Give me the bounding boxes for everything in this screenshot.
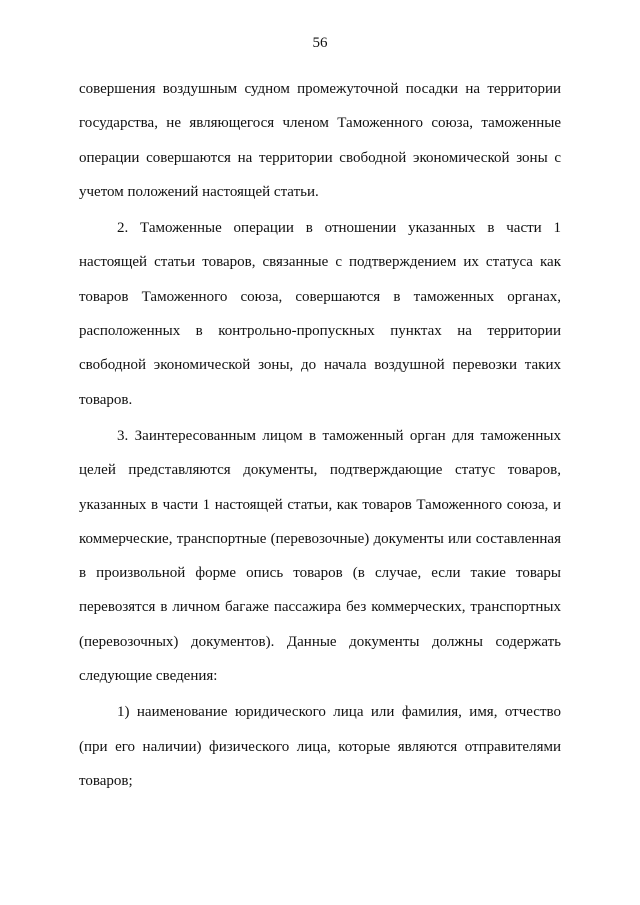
paragraph-continuation [79,72,561,209]
text-line: коммерческие, транспортные (перевозочные) документы или составленная [79,530,561,547]
text-line: товаров; [79,772,133,789]
text-line: товаров. [79,391,133,408]
page-number: 56 [312,35,328,51]
paragraph-subitem-1 [79,695,561,798]
document-body [79,72,561,800]
text-line: (при его наличии) физического лица, которые являются отправителями [79,738,561,755]
text-line: настоящей статьи товаров, связанные с подтверждением их статуса как [79,254,561,271]
text-line: учетом положений настоящей статьи. [79,183,319,200]
paragraph-item-3 [79,419,561,693]
text-line: (перевозочных) документов). Данные документы должны содержать [79,633,561,650]
text-line: 1) наименование юридического лица или фамилия, имя, отчество [117,704,561,721]
text-line: 2. Таможенные операции в отношении указанных в части 1 [117,220,561,237]
text-line: следующие сведения: [79,668,218,685]
text-line: целей представляются документы, подтверждающие статус товаров, [79,462,561,479]
text-line: расположенных в контрольно-пропускных пунктах на территории [79,323,561,340]
text-line: 3. Заинтересованным лицом в таможенный орган для таможенных [117,427,561,444]
text-line: свободной экономической зоны, до начала воздушной перевозки таких [79,357,561,374]
text-line: операции совершаются на территории свободной экономической зоны с [79,149,561,166]
paragraph-item-2 [79,211,561,417]
text-line: совершения воздушным судном промежуточной посадки на территории [79,81,561,97]
text-line: в произвольной форме опись товаров (в случае, если такие товары [79,565,561,582]
text-line: товаров Таможенного союза, совершаются в таможенных органах, [79,288,561,305]
text-line: перевозятся в личном багаже пассажира без коммерческих, транспортных [79,599,561,616]
text-line: государства, не являющегося членом Таможенного союза, таможенные [79,115,561,132]
text-line: указанных в части 1 настоящей статьи, как товаров Таможенного союза, и [79,496,561,513]
